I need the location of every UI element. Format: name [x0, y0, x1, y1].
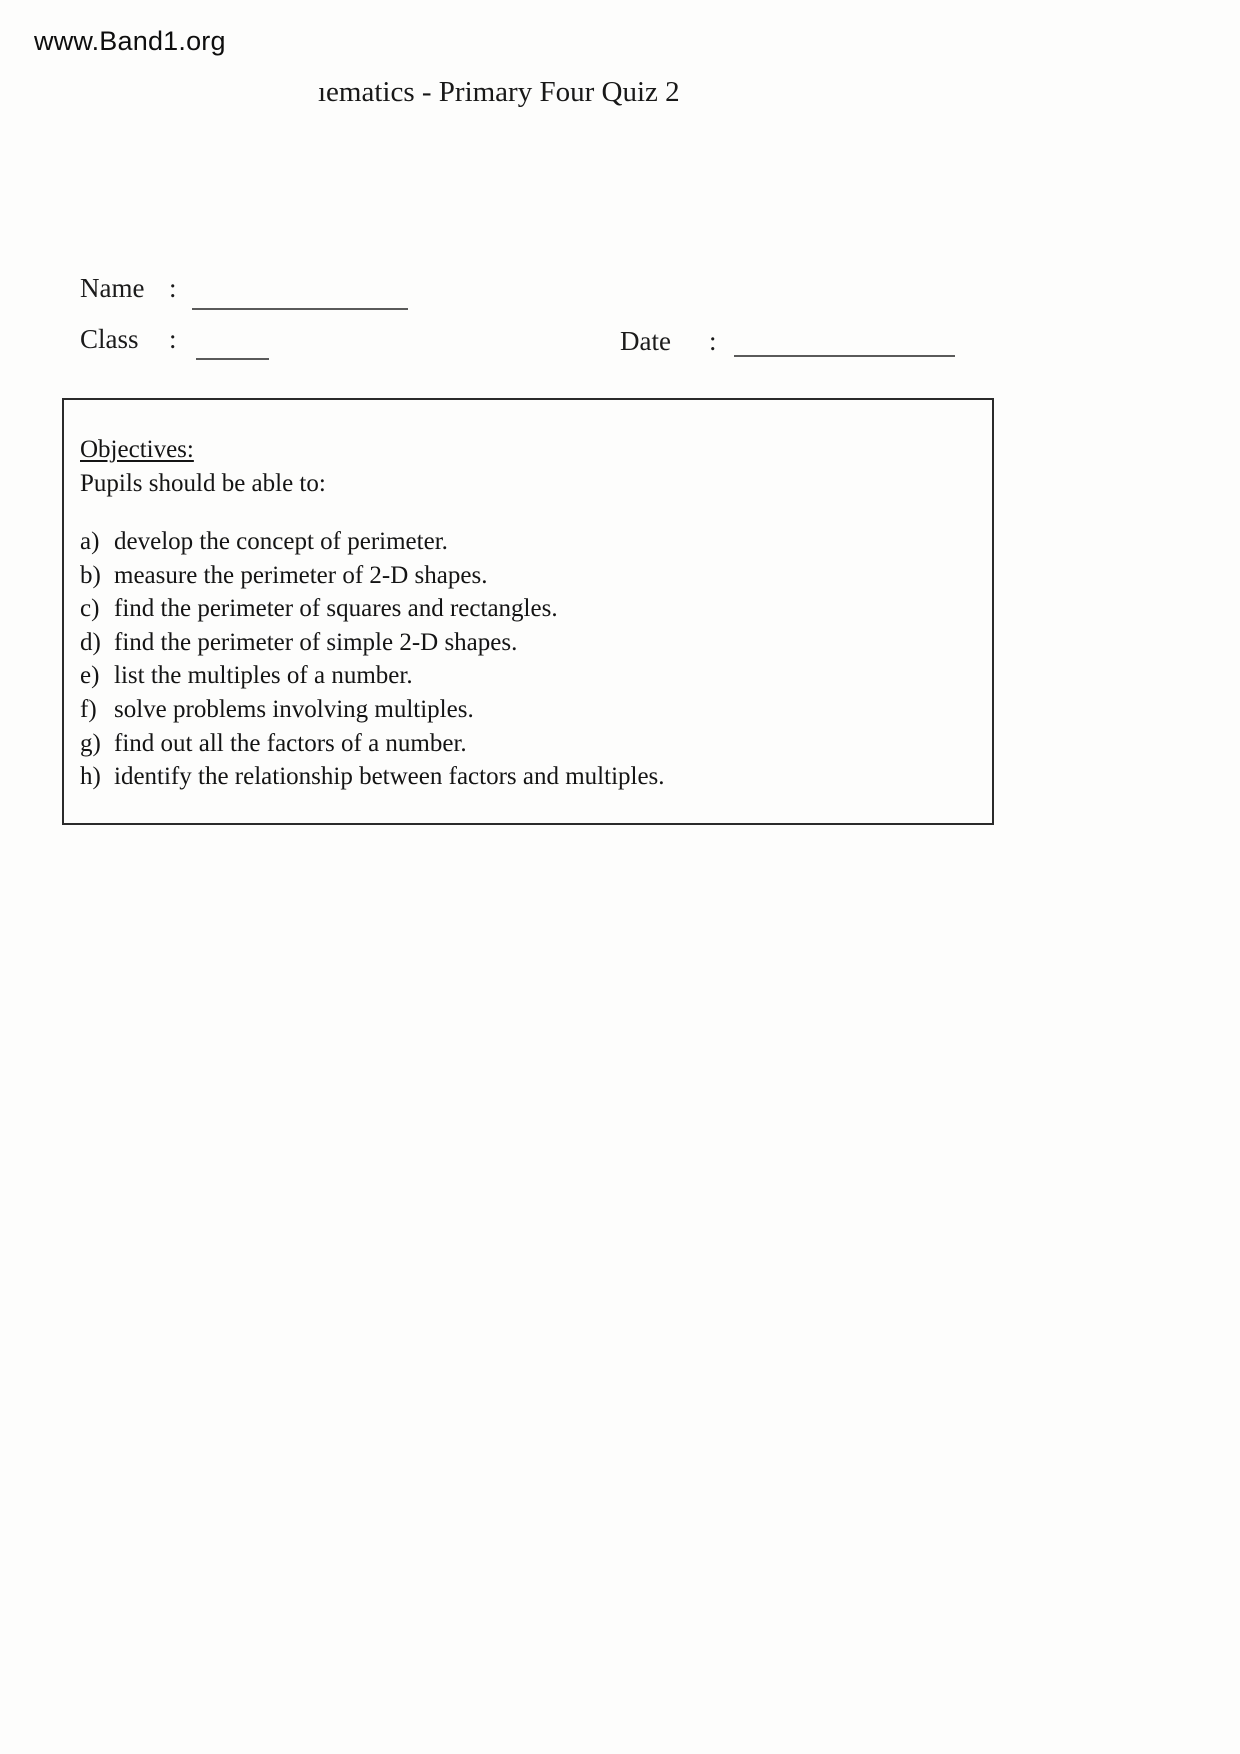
objective-item — [80, 662, 960, 696]
objective-marker: f) — [80, 695, 97, 723]
objective-marker: g) — [80, 729, 101, 757]
objective-item — [80, 763, 960, 797]
objective-item — [80, 730, 960, 764]
objective-marker: b) — [80, 561, 101, 589]
date-label: Date — [620, 326, 671, 356]
objective-item — [80, 629, 960, 663]
objective-text: solve problems involving multiples. — [114, 695, 474, 723]
objective-marker: d) — [80, 628, 101, 656]
objective-text: find the perimeter of simple 2-D shapes. — [114, 628, 518, 656]
objectives-box — [62, 398, 994, 825]
objective-text: find the perimeter of squares and rectangles. — [114, 595, 558, 623]
objective-item — [80, 595, 960, 629]
objective-item — [80, 528, 960, 562]
date-colon: : — [709, 326, 717, 356]
name-blank-line — [192, 308, 408, 310]
quiz-title: ıematics - Primary Four Quiz 2 — [318, 76, 680, 108]
objective-text: develop the concept of perimeter. — [114, 528, 448, 555]
watermark-url: www.Band1.org — [34, 26, 226, 56]
objectives-heading: Objectives: — [80, 436, 194, 463]
objective-marker: a) — [80, 528, 100, 555]
objective-item — [80, 562, 960, 596]
name-label: Name — [80, 273, 145, 303]
objective-text: identify the relationship between factors and multiples. — [114, 763, 665, 791]
objective-item — [80, 696, 960, 730]
class-label: Class — [80, 324, 139, 354]
name-colon: : — [169, 273, 177, 303]
objective-marker: c) — [80, 595, 100, 623]
class-blank-line — [196, 358, 269, 360]
objective-text: measure the perimeter of 2-D shapes. — [114, 561, 488, 589]
objective-text: list the multiples of a number. — [114, 662, 413, 690]
objective-marker: e) — [80, 662, 100, 690]
class-colon: : — [169, 324, 177, 354]
objectives-list — [80, 528, 960, 797]
date-blank-line — [734, 355, 955, 357]
objective-marker: h) — [80, 763, 101, 791]
objective-text: find out all the factors of a number. — [114, 729, 467, 757]
objectives-intro: Pupils should be able to: — [80, 470, 326, 497]
